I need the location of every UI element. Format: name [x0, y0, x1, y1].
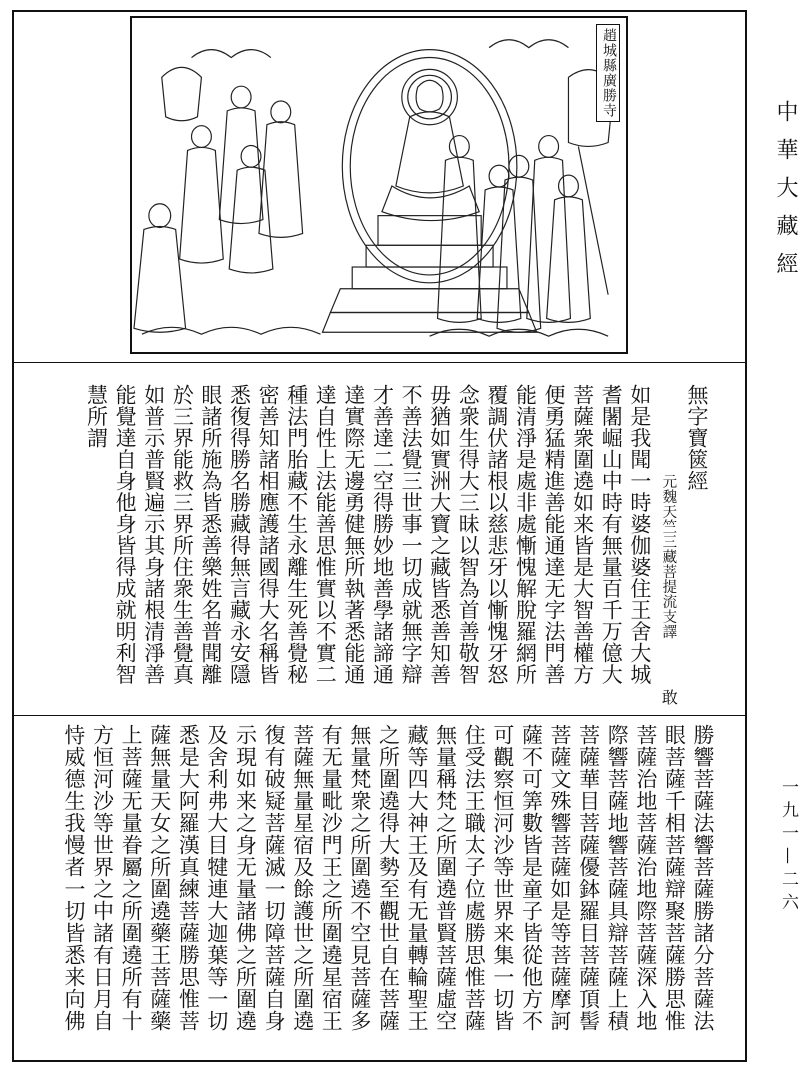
text-column: 上菩薩无量眷屬之所圍遶所有十 [119, 724, 144, 1032]
collection-title: 中華大藏經 [773, 100, 798, 290]
text-column: 可觀察恒河沙等世界来集一切皆 [490, 724, 515, 1032]
text-column: 菩薩衆圍遶如来皆是大智善權方 [570, 384, 595, 685]
page-number: 一九一—二六 [778, 778, 798, 916]
text-column: 悉是大阿羅漢真練菩薩勝思惟菩 [176, 724, 201, 1032]
text-column: 無量稱梵之所圍遶普賢菩薩虛空 [433, 724, 458, 1032]
text-column: 種法門胎藏不生永離生死善覺秘 [284, 384, 309, 685]
section-divider-bottom [14, 715, 745, 716]
text-column: 達實際无邊勇健無所執著悉能通 [341, 384, 366, 685]
text-column: 及舍利弗大目犍連大迦葉等一切 [204, 724, 229, 1032]
buddha-assembly-drawing [132, 18, 626, 352]
text-column: 如普示普賢遍示其身諸根清淨善 [141, 384, 166, 685]
text-column: 耆闍崛山中時有無量百千万億大 [599, 384, 624, 685]
text-column: 復有破疑菩薩滅一切障菩薩自身 [262, 724, 287, 1032]
text-column: 達自性上法能善思惟實以不實二 [313, 384, 338, 685]
text-column: 薩無量天女之所圍遶藥王菩薩藥 [147, 724, 172, 1032]
text-column: 之所圍遶得大勢至觀世自在菩薩 [376, 724, 401, 1032]
page-frame [12, 10, 747, 1062]
text-column: 藏等四大神王及有无量轉輪聖王 [405, 724, 430, 1032]
text-column: 才善達二空得勝妙地善學諸諦通 [370, 384, 395, 685]
text-column: 於三界能救三界所住衆生善覺真 [170, 384, 195, 685]
text-column: 不善法覺三世事一切成就無字辯 [399, 384, 424, 685]
text-column: 能覺達自身他身皆得成就明利智 [113, 384, 138, 685]
text-column: 勝響菩薩法響菩薩勝諸分菩薩法 [691, 724, 715, 1032]
text-column: 恃威德生我慢者一切皆悉来向佛 [61, 724, 86, 1032]
sutra-text-lower [59, 724, 717, 1059]
text-column: 如是我聞一時婆伽婆住王舍大城 [627, 384, 652, 685]
text-column: 菩薩無量星宿及餘護世之所圍遶 [290, 724, 315, 1032]
text-column: 際響菩薩地響菩薩具辯菩薩上積 [605, 724, 630, 1032]
text-column: 悉復得勝名勝藏得無言藏永安隱 [227, 384, 252, 685]
text-column: 密善知諸相應護諸國得大名稱皆 [256, 384, 281, 685]
text-column: 方恒河沙等世界之中諸有日月自 [90, 724, 115, 1032]
text-column: 念衆生得大三昧以智為首善敬智 [456, 384, 481, 685]
text-column: 菩薩治地菩薩治地際菩薩深入地 [633, 724, 658, 1032]
text-column: 菩薩文殊響菩薩如是等菩薩摩訶 [548, 724, 573, 1032]
text-column: 能清淨是處非處慚愧解脫羅網所 [513, 384, 538, 685]
text-column: 住受法王職太子位處勝思惟菩薩 [462, 724, 487, 1032]
text-column: 有无量毗沙門王之所圍遶星宿王 [319, 724, 344, 1032]
text-column: 毋猶如實洲大寶之藏皆悉善知善 [427, 384, 452, 685]
section-divider-top [14, 362, 745, 363]
text-column: 眼諸所施為皆悉善樂姓名普聞離 [198, 384, 223, 685]
text-column: 便勇猛精進善能通達无字法門善 [542, 384, 567, 685]
text-column: 覆調伏諸根以慈悲牙以慚愧牙怒 [484, 384, 509, 685]
illustration-caption: 趙城縣廣勝寺 [596, 24, 620, 122]
text-column: 薩不可筭數皆是童子皆從他方不 [519, 724, 544, 1032]
text-column: 眼菩薩千相菩薩辯聚菩薩勝思惟 [662, 724, 687, 1032]
text-column: 示現如来之身无量諸佛之所圍遶 [233, 724, 258, 1032]
sutra-title: 無字寶篋經 [685, 384, 709, 492]
text-column: 慧所謂 [84, 384, 109, 449]
frontispiece-illustration [130, 16, 628, 354]
text-column: 菩薩華目菩薩優鉢羅目菩薩頂髻 [576, 724, 601, 1032]
volume-mark: 敢 [659, 689, 679, 706]
sutra-text-upper [82, 384, 711, 714]
translator-credit: 元魏天竺三藏菩提流支譯 [660, 474, 677, 639]
text-column: 無量梵衆之所圍遶不空見菩薩多 [347, 724, 372, 1032]
